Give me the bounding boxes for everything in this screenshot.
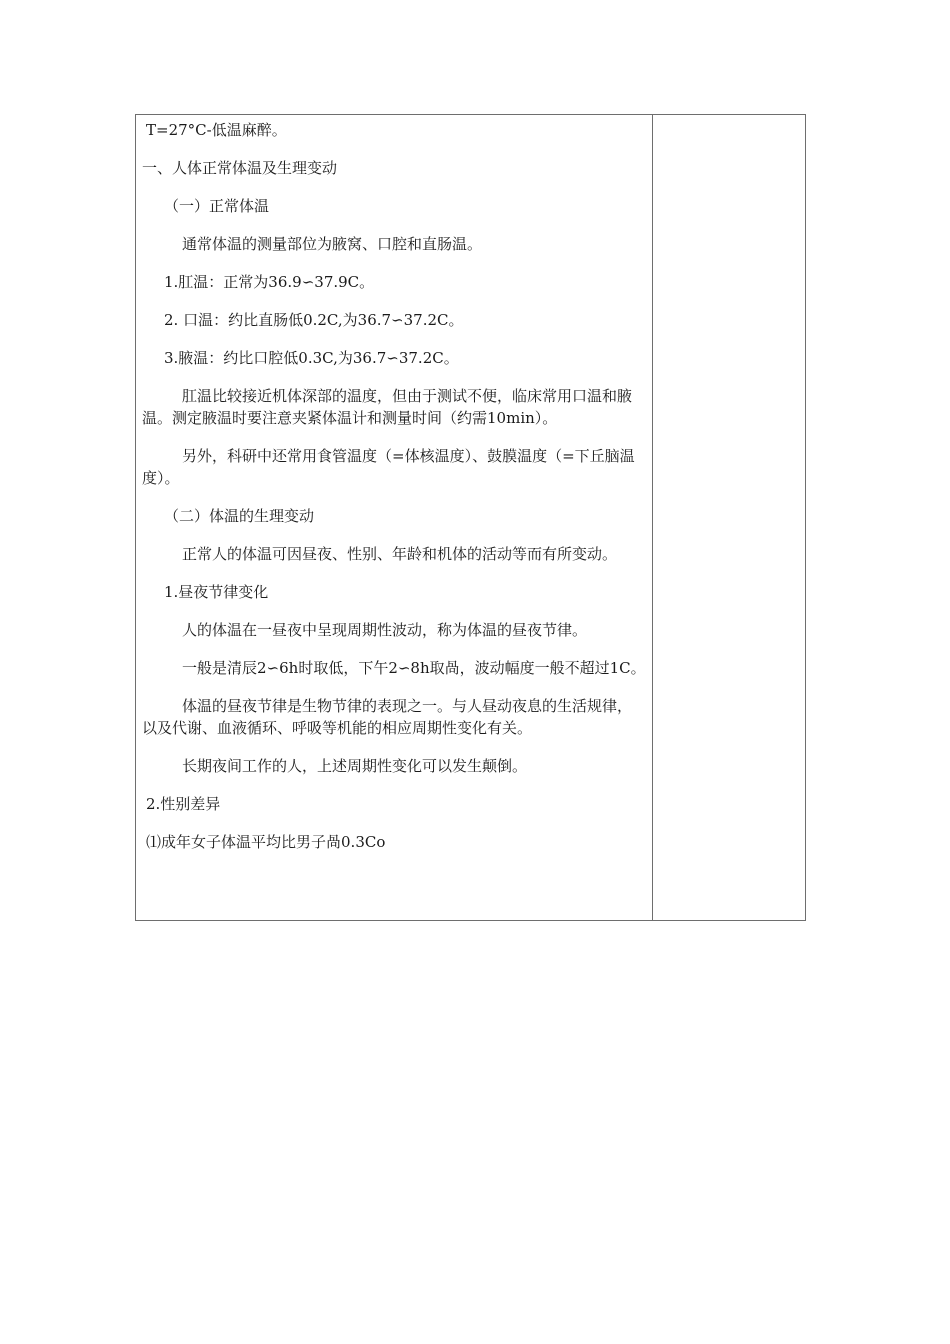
paragraph: 正常人的体温可因昼夜、性别、年龄和机体的活动等而有所变动。 bbox=[182, 545, 618, 563]
section-heading: 一、人体正常体温及生理变动 bbox=[142, 159, 338, 177]
paragraph: 体温的昼夜节律是生物节律的表现之一。与人昼动夜息的生活规律，以及代谢、血液循环、呼吸等机能的相应周期性变化有关。 bbox=[142, 697, 633, 737]
text-line: 1.肛温：正常为36.9∽37.9C。 bbox=[164, 273, 375, 291]
text-line: 2. 口温：约比直肠低0.2C,为36.7∽37.2C。 bbox=[164, 311, 464, 329]
text-line: 1.昼夜节律变化 bbox=[164, 583, 269, 601]
paragraph: 肛温比较接近机体深部的温度，但由于测试不便，临床常用口温和腋温。测定腋温时要注意夹紧体温计和测量时间（约需10min）。 bbox=[142, 387, 633, 427]
text-line: 人的体温在一昼夜中呈现周期性波动，称为体温的昼夜节律。 bbox=[182, 621, 588, 639]
notes-cell bbox=[653, 115, 805, 920]
text-line: T=27°C-低温麻醉。 bbox=[146, 121, 287, 139]
paragraph: 一般是清辰2∽6h时取低，下午2∽8h取咼，波动幅度一般不超过1C。 bbox=[182, 659, 646, 677]
text-line: ⑴成年女子体温平均比男子咼0.3Co bbox=[146, 833, 386, 851]
paragraph: 另外，科研中还常用食管温度（=体核温度）、鼓膜温度（=下丘脑温度）。 bbox=[142, 447, 635, 487]
text-line: 通常体温的测量部位为腋窝、口腔和直肠温。 bbox=[182, 235, 483, 253]
subsection-heading: （二）体温的生理变动 bbox=[164, 507, 315, 525]
text-line: 长期夜间工作的人，上述周期性变化可以发生颠倒。 bbox=[182, 757, 528, 775]
text-line: 2.性别差异 bbox=[146, 795, 221, 813]
content-cell bbox=[136, 115, 653, 920]
document-table bbox=[135, 114, 806, 921]
subsection-heading: （一）正常体温 bbox=[164, 197, 270, 215]
text-line: 3.腋温：约比口腔低0.3C,为36.7∽37.2C。 bbox=[164, 349, 459, 367]
